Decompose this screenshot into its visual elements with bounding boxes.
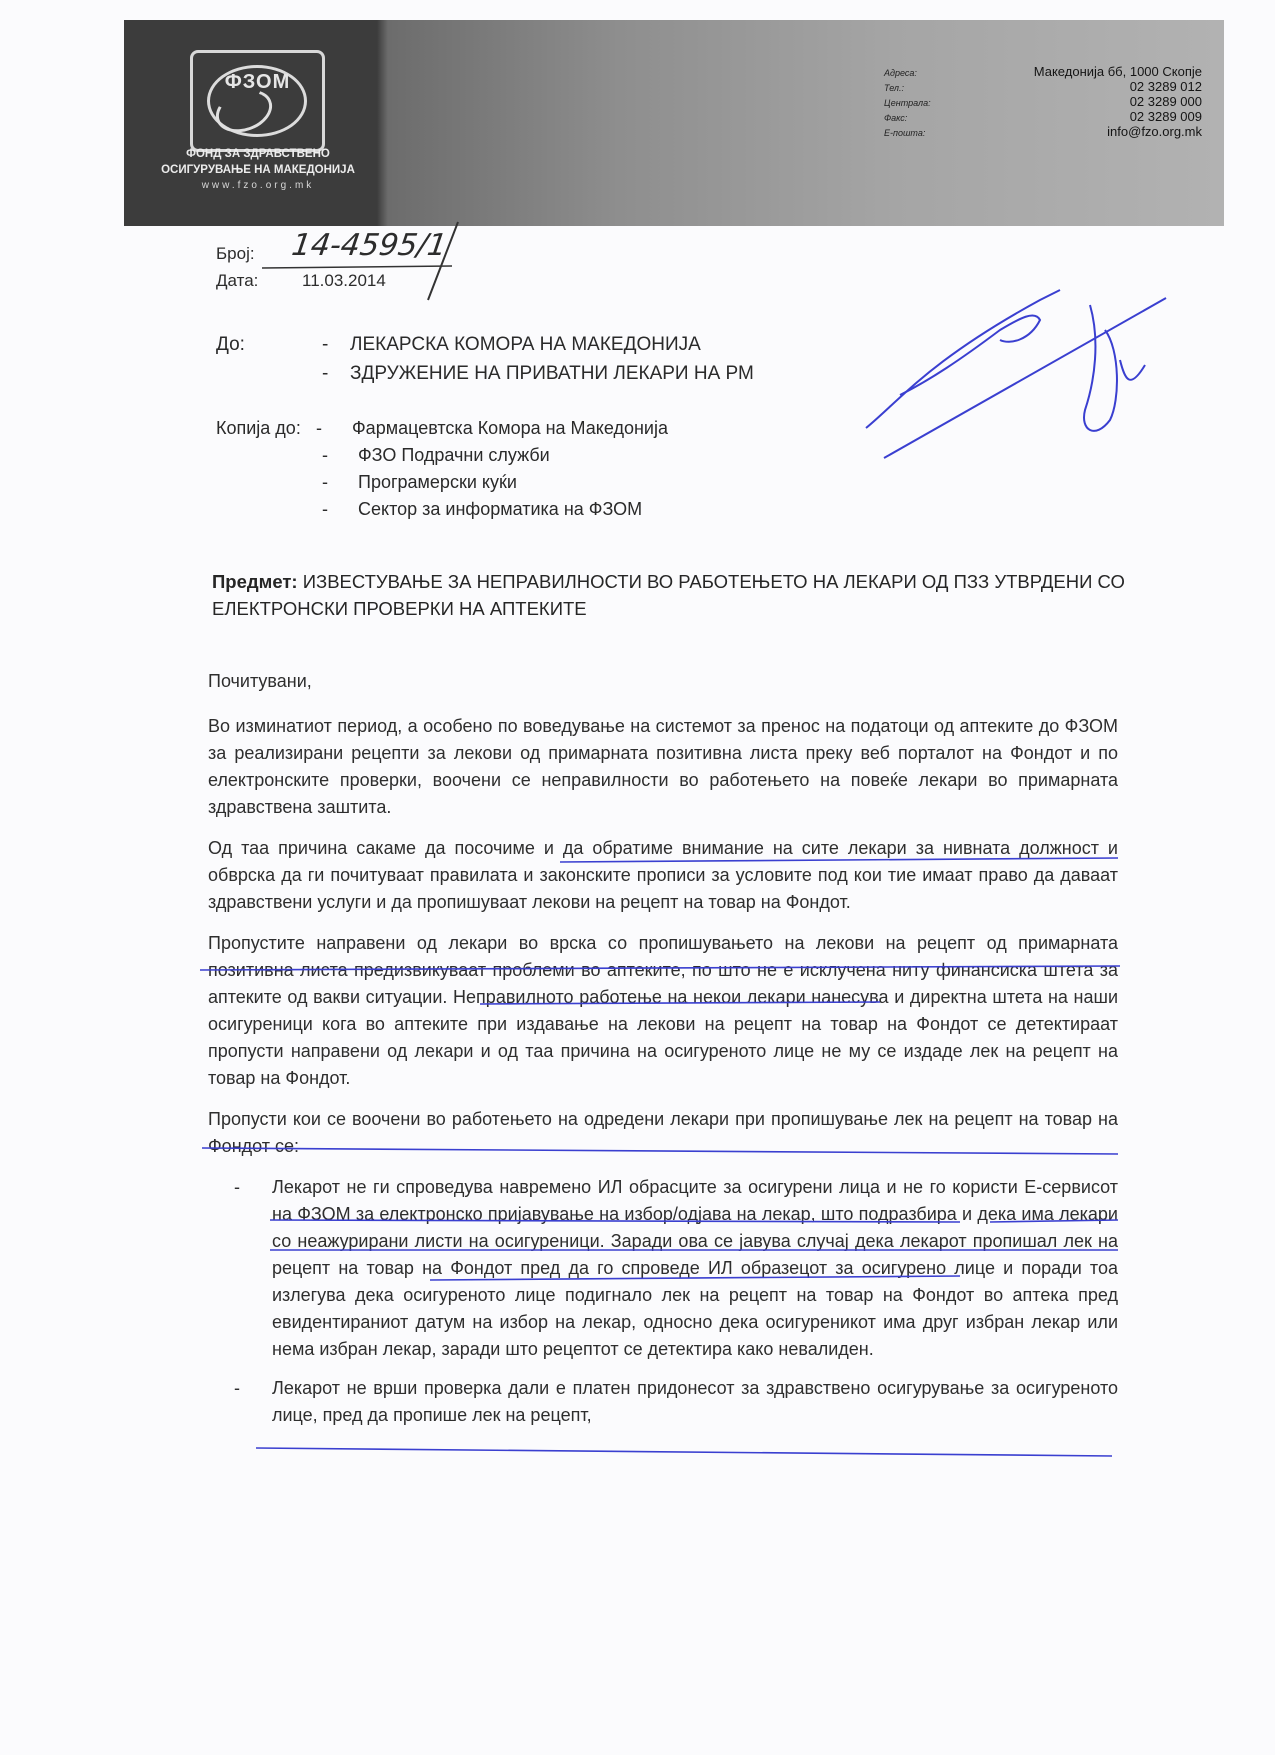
bullet-text: Лекарот не ги спроведува навремено ИЛ обрасците за осигурени лица и не го користи Е-сервисот на ФЗОМ за електронско пријавување на избор/одјава на лекар, што подразбира и дека има лекари со неажурирани листи на осигуреници. Заради ова се јавува случај дека лекарот пропишал лек на рецепт на товар на Фондот пред да го спроведе ИЛ образецот за осигурено лице и поради тоа излегува дека осигуреното лице подигнало лек на рецепт на товар на Фондот во аптека пред евидентираниот датум на избор на лекар, односно дека осигуреникот има друг избран лекар или нема избран лекар, заради што рецептот се детектира како невалиден.	[272, 1177, 1118, 1359]
bullet-item	[208, 1375, 1118, 1429]
copy-recipient: Програмерски куќи	[358, 472, 517, 492]
copy-row	[216, 418, 668, 445]
to-block	[216, 334, 754, 392]
contact-row-email	[884, 124, 1202, 139]
letter-body	[208, 668, 1118, 1441]
ref-number-label: Број:	[216, 244, 255, 263]
contact-value: Македонија бб, 1000 Скопје	[1033, 64, 1202, 79]
copy-recipient: Сектор за информатика на ФЗОМ	[358, 499, 643, 519]
to-row	[216, 334, 754, 363]
bullet-item	[208, 1174, 1118, 1363]
dash: -	[322, 445, 328, 465]
to-recipient: ЗДРУЖЕНИЕ НА ПРИВАТНИ ЛЕКАРИ НА РМ	[350, 363, 754, 384]
paragraph: Во изминатиот период, а особено по воведување на системот за пренос на податоци од аптеките до ФЗОМ за реализирани рецепти за лекови од примарната позитивна листа преку веб порталот на Фондот и по електронските проверки, воочени се неправилности во работењето на повеќе лекари во примарната здравствена заштита.	[208, 716, 1118, 817]
contact-value: 02 3289 000	[1129, 94, 1202, 109]
paragraph: Пропусти кои се воочени во работењето на одредени лекари при пропишување лек на рецепт на товар на Фондот се:	[208, 1109, 1118, 1156]
dash: -	[322, 472, 328, 492]
bullet-text: Лекарот не врши проверка дали е платен придонесот за здравствено осигурување за осигуреното лице, пред да пропише лек на рецепт,	[272, 1378, 1118, 1425]
logo-text: ФЗОМ	[224, 71, 291, 93]
greeting: Почитувани,	[208, 671, 312, 691]
copy-row	[216, 499, 668, 526]
to-recipient: ЛЕКАРСКА КОМОРА НА МАКЕДОНИЈА	[350, 334, 701, 355]
contact-value: 02 3289 009	[1129, 109, 1202, 124]
to-row	[216, 363, 754, 392]
contact-row-fax	[884, 109, 1202, 124]
ref-date-row	[216, 271, 386, 298]
letterhead-banner	[124, 20, 1224, 226]
paragraph: Од таа причина сакаме да посочиме и да обратиме внимание на сите лекари за нивната должност и обврска да ги почитуваат правилата и законските прописи за условите под кои тие имаат право да даваат здравствени услуги и да пропишуваат лекови на рецепт на товар на Фондот.	[208, 838, 1118, 912]
contact-label: Тел.:	[884, 83, 904, 93]
ref-date-label: Дата:	[216, 271, 259, 290]
copy-block	[216, 418, 668, 526]
to-label: До:	[216, 334, 245, 355]
org-name	[124, 146, 392, 178]
dash: -	[322, 499, 328, 519]
copy-recipient: Фармацевтска Комора на Македонија	[352, 418, 668, 438]
dash: -	[322, 363, 329, 384]
subject-text: ИЗВЕСТУВАЊЕ ЗА НЕПРАВИЛНОСТИ ВО РАБОТЕЊЕТО НА ЛЕКАРИ ОД ПЗЗ УТВРДЕНИ СО ЕЛЕКТРОНСКИ ПРОВЕРКИ НА АПТЕКИТЕ	[212, 571, 1125, 619]
contact-block	[884, 64, 1202, 139]
contact-row-switchboard	[884, 94, 1202, 109]
bullet-dash: -	[234, 1378, 240, 1398]
dash: -	[322, 334, 329, 355]
copy-label: Копија до:	[216, 418, 301, 438]
subject	[212, 568, 1132, 622]
contact-label: Е-пошта:	[884, 128, 926, 138]
ref-number-handwritten: 14-4595/1	[289, 228, 450, 263]
org-website: www.fzo.org.mk	[201, 180, 315, 191]
bullet-dash: -	[234, 1177, 240, 1197]
copy-row	[216, 445, 668, 472]
copy-recipient: ФЗО Подрачни служби	[358, 445, 550, 465]
subject-label: Предмет:	[212, 571, 298, 592]
dash: -	[316, 418, 322, 438]
ref-date-value: 11.03.2014	[302, 271, 386, 290]
contact-row-address	[884, 64, 1202, 79]
bullet-list	[208, 1174, 1118, 1429]
org-name-line1: ФОНД ЗА ЗДРАВСТВЕНО	[186, 148, 330, 160]
contact-label: Централа:	[884, 98, 931, 108]
contact-label: Факс:	[884, 113, 908, 123]
contact-row-phone	[884, 79, 1202, 94]
org-name-line2: ОСИГУРУВАЊЕ НА МАКЕДОНИЈА	[161, 164, 355, 176]
signature-icon	[866, 290, 1166, 458]
contact-value: info@fzo.org.mk	[1107, 124, 1202, 139]
contact-label: Адреса:	[884, 68, 917, 78]
copy-row	[216, 472, 668, 499]
paragraph: Пропустите направени од лекари во врска со пропишувањето на лекови на рецепт од примарната позитивна листа предизвикуваат проблеми во аптеките, по што не е исклучена ниту финансиска штета за аптеките од вакви ситуации. Неправилното работење на некои лекари нанесува и директна штета на наши осигуреници кога во аптеките при издавање на лекови на рецепт на товар на Фондот се детектираат пропусти направени од лекари и од таа причина на осигуреното лице не му се издаде лек на рецепт на товар на Фондот.	[208, 933, 1118, 1088]
contact-value: 02 3289 012	[1129, 79, 1202, 94]
fzom-logo	[190, 50, 325, 152]
